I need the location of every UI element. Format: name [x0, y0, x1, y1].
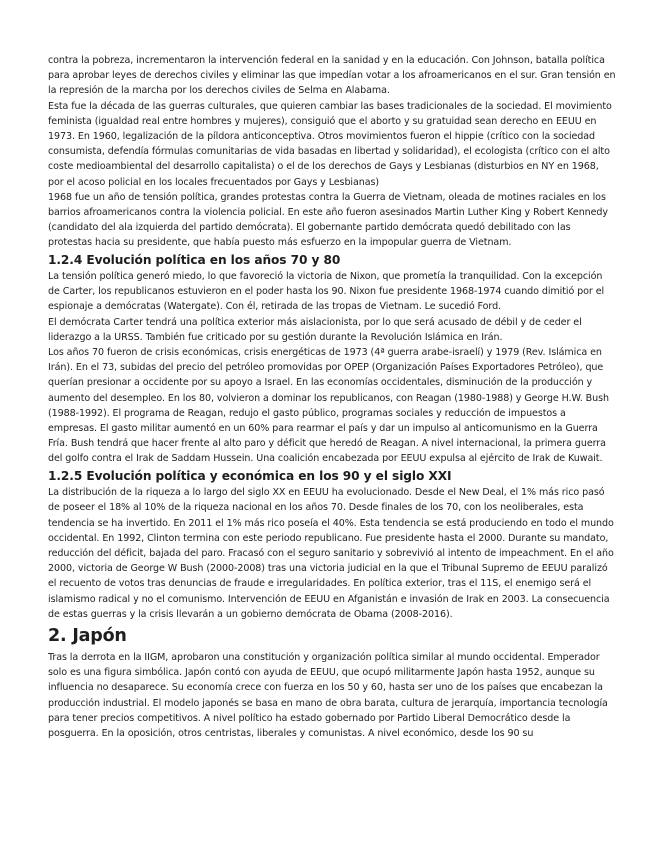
intro-paragraph-1: contra la pobreza, incrementaron la intervención federal en la sanidad y en la educación. Con Johnson, batalla política para aprobar leyes de derechos civiles y eliminar las que impedían votar a los afroamericanos en el sur. Gran tensión en la represión de la marcha por los derechos civiles de Selma en Alabama.	[48, 55, 616, 97]
section-1-2-4-paragraph-2: El demócrata Carter tendrá una política exterior más aislacionista, por lo que será acusado de débil y de ceder el liderazgo a la URSS. También fue criticado por su gestión durante la Revolución Islámica en Irán.	[48, 316, 582, 343]
section-1-2-4-paragraph-3: Los años 70 fueron de crisis económicas, crisis energéticas de 1973 (4ª guerra arabe-israelí) y 1979 (Rev. Islámica en Irán). En el 73, subidas del precio del petróleo promovidas por OPEP (Organización Países Exportadores Petróleo), que querían presionar a occidente por su apoyo a Israel. En las economías occidentales, disminución de la producción y aumento del desempleo. En los 80, volvieron a dominar los republicanos, con Reagan (1980-1988) y George H.W. Bush (1988-1992). El programa de Reagan, redujo el gasto público, programas sociales y reducción de impuestos a empresas. El gasto militar aumentó en un 60% para rearmar el país y dar un impulso al anticomunismo en la Guerra Fría. Bush tendrá que hacer frente al alto paro y déficit que heredó de Reagan. A nivel internacional, la primera guerra del golfo contra el Irak de Saddam Hussein. Una coalición encabezada por EEUU expulsa al ejército de Irak de Kuwait.	[48, 347, 609, 465]
intro-paragraph-2: Esta fue la década de las guerras culturales, que quieren cambiar las bases tradicionales de la sociedad. El movimiento feminista (igualdad real entre hombres y mujeres), consiguió que el aborto y su gratuidad sean derecho en EEUU en 1973. En 1960, legalización de la píldora anticonceptiva. Otros movimientos fueron el hippie (crítico con la sociedad consumista, defendía fórmulas comunitarias de vida basadas en libertad y solidaridad), el ecologista (crítico con el alto coste medioambiental del desarrollo capitalista) o el de los derechos de Gays y Lesbianas (disturbios en NY en 1968, por el acoso policial en los locales frecuentados por Gays y Lesbianas)	[48, 100, 612, 188]
document-page	[48, 53, 616, 741]
section-2-paragraph-1: Tras la derrota en la IIGM, aprobaron una constitución y organización política similar al mundo occidental. Emperador solo es una figura simbólica. Japón contó con ayuda de EEUU, que ocupó militarmente Japón hasta 1952, aunque su influencia no desaparece. Su economía crece con fuerza en los 50 y 60, hasta ser uno de los países que encabezan la producción industrial. El modelo japonés se basa en mano de obra barata, cultura de jerarquía, importancia tecnología para tener precios competitivos. A nivel político ha estado gobernado por Partido Liberal Democrático desde la posguerra. En la oposición, otros centristas, liberales y comunistas. A nivel económico, desde los 90 su	[48, 651, 608, 739]
section-heading-2-japon: 2. Japón	[48, 625, 127, 646]
section-heading-1-2-5: 1.2.5 Evolución política y económica en los 90 y el siglo XXI	[48, 468, 452, 483]
intro-paragraph-3: 1968 fue un año de tensión política, grandes protestas contra la Guerra de Vietnam, oleada de motines raciales en los barrios afroamericanos contra la violencia policial. En este año fueron asesinados Martin Luther King y Robert Kennedy (candidato del ala izquierda del partido demócrata). El gobernante partido demócrata quedó debilitado con las protestas hacia su presidente, que había puesto más esfuerzo en la impopular guerra de Vietnam.	[48, 191, 608, 249]
section-heading-1-2-4: 1.2.4 Evolución política en los años 70 y 80	[48, 252, 341, 267]
section-1-2-4-paragraph-1: La tensión política generó miedo, lo que favoreció la victoria de Nixon, que prometía la tranquilidad. Con la excepción de Carter, los republicanos estuvieron en el poder hasta los 90. Nixon fue presidente 1968-1974 cuando dimitió por el espionaje a demócratas (Watergate). Con él, retirada de las tropas de Vietnam. Le sucedió Ford.	[48, 271, 605, 313]
section-1-2-5-paragraph-1: La distribución de la riqueza a lo largo del siglo XX en EEUU ha evolucionado. Desde el New Deal, el 1% más rico pasó de poseer el 18% al 10% de la riqueza nacional en los años 70. Desde finales de los 70, con los neoliberales, esta tendencia se ha invertido. En 2011 el 1% más rico poseía el 40%. Esta tendencia se está produciendo en todo el mundo occidental. En 1992, Clinton termina con este periodo republicano. Fue presidente hasta el 2000. Durante su mandato, reducción del déficit, bajada del paro. Fracasó con el seguro sanitario y sobrevivió al intento de impeachment. En el año 2000, victoria de George W Bush (2000-2008) tras una victoria judicial en la que el Tribunal Supremo de EEUU paralizó el recuento de votos tras denuncias de fraude e irregularidades. En política exterior, tras el 11S, el enemigo será el islamismo radical y no el comunismo. Intervención de EEUU en Afganistán e invasión de Irak en 2003. La consecuencia de estas guerras y la crisis llevarán a un gobierno demócrata de Obama (2008-2016).	[48, 487, 614, 620]
